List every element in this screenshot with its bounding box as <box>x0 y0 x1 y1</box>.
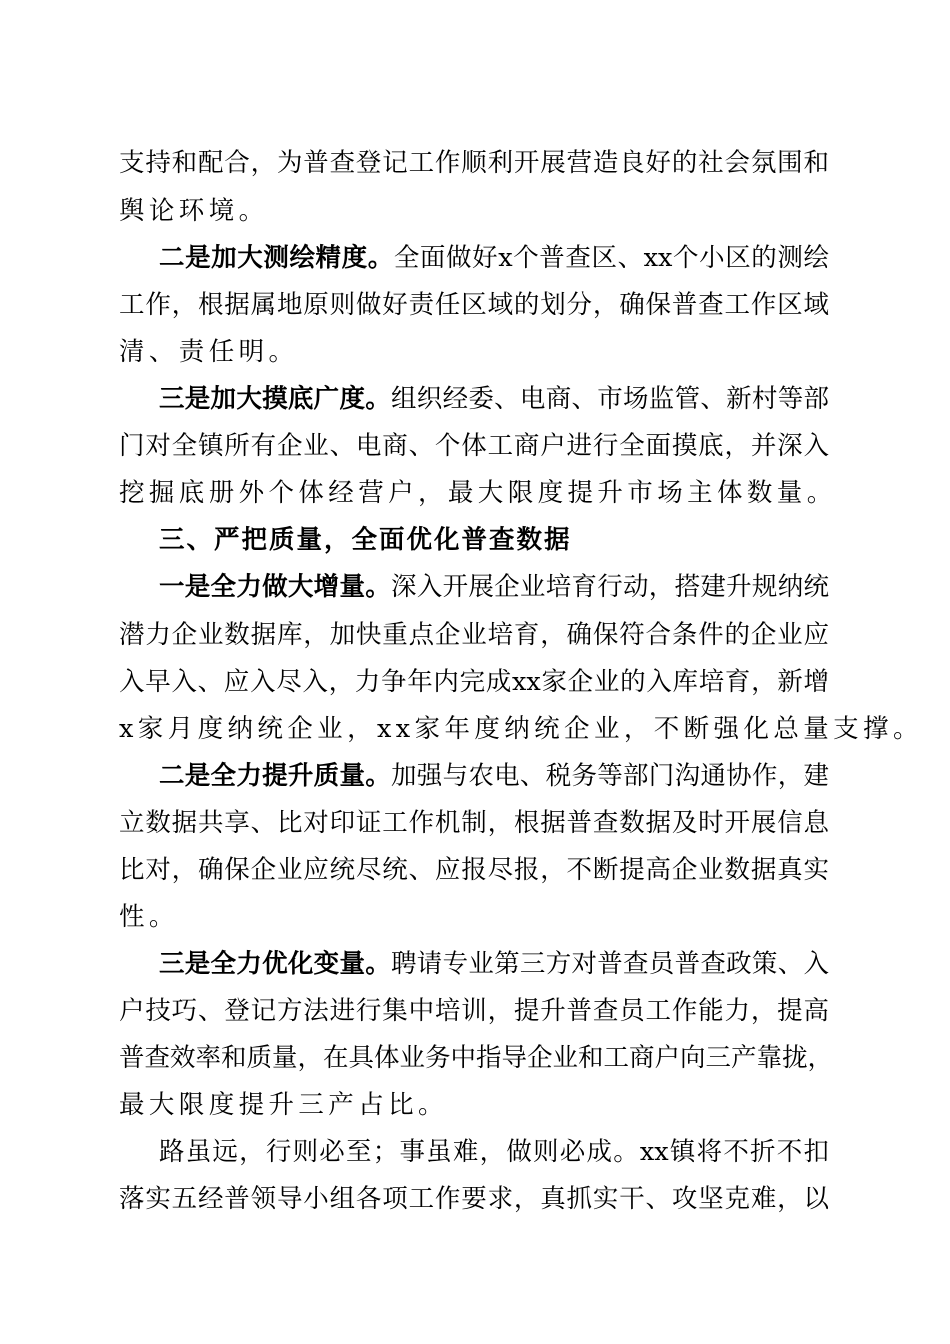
paragraph-first-line <box>159 569 829 605</box>
text-line: 工作，根据属地原则做好责任区域的划分，确保普查工作区域 <box>119 290 829 320</box>
paragraph-first-line <box>159 381 829 417</box>
text-line: 门对全镇所有企业、电商、个体工商户进行全面摸底，并深入 <box>119 431 829 461</box>
text-line: 普查效率和质量，在具体业务中指导企业和工商户向三产靠拢， <box>119 1043 834 1073</box>
paragraph-first-line: 路虽远，行则必至；事虽难，做则必成。xx镇将不折不扣 <box>159 1137 829 1167</box>
paragraph-lead: 三是全力优化变量。 <box>159 949 392 979</box>
paragraph-lead: 一是全力做大增量。 <box>159 572 392 602</box>
paragraph-text: 聘请专业第三方对普查员普查政策、入 <box>391 949 829 979</box>
paragraph-first-line <box>159 758 829 794</box>
paragraph-first-line <box>159 240 829 276</box>
text-line: 落实五经普领导小组各项工作要求，真抓实干、攻坚克难，以 <box>119 1184 829 1214</box>
text-line: 入早入、应入尽入，力争年内完成xx家企业的入库培育，新增 <box>119 667 829 697</box>
text-line: 立数据共享、比对印证工作机制，根据普查数据及时开展信息 <box>119 808 829 838</box>
paragraph-lead: 二是全力提升质量。 <box>159 761 392 791</box>
paragraph-text: 全面做好x个普查区、xx个小区的测绘 <box>393 243 829 273</box>
text-line: 潜力企业数据库，加快重点企业培育，确保符合条件的企业应 <box>119 620 829 650</box>
text-line: 最大限度提升三产占比。 <box>119 1090 448 1120</box>
paragraph-lead: 三是加大摸底广度。 <box>159 384 392 414</box>
text-line: x家月度纳统企业，xx家年度纳统企业，不断强化总量支撑。 <box>119 714 923 744</box>
section-heading: 三、严把质量，全面优化普查数据 <box>159 525 572 555</box>
text-line: 舆论环境。 <box>119 196 269 226</box>
text-line: 清、责任明。 <box>119 337 299 367</box>
paragraph-text: 加强与农电、税务等部门沟通协作，建 <box>391 761 829 791</box>
text-line: 户技巧、登记方法进行集中培训，提升普查员工作能力，提高 <box>119 996 829 1026</box>
paragraph-text: 组织经委、电商、市场监管、新村等部 <box>391 384 829 414</box>
text-line: 比对，确保企业应统尽统、应报尽报，不断提高企业数据真实 <box>119 855 829 885</box>
paragraph-first-line <box>159 946 829 982</box>
text-line: 支持和配合，为普查登记工作顺利开展营造良好的社会氛围和 <box>119 148 829 178</box>
paragraph-text: 深入开展企业培育行动，搭建升规纳统 <box>391 572 829 602</box>
paragraph-lead: 二是加大测绘精度。 <box>159 243 394 273</box>
text-line: 挖掘底册外个体经营户，最大限度提升市场主体数量。 <box>119 478 837 508</box>
text-line: 性。 <box>119 902 179 932</box>
